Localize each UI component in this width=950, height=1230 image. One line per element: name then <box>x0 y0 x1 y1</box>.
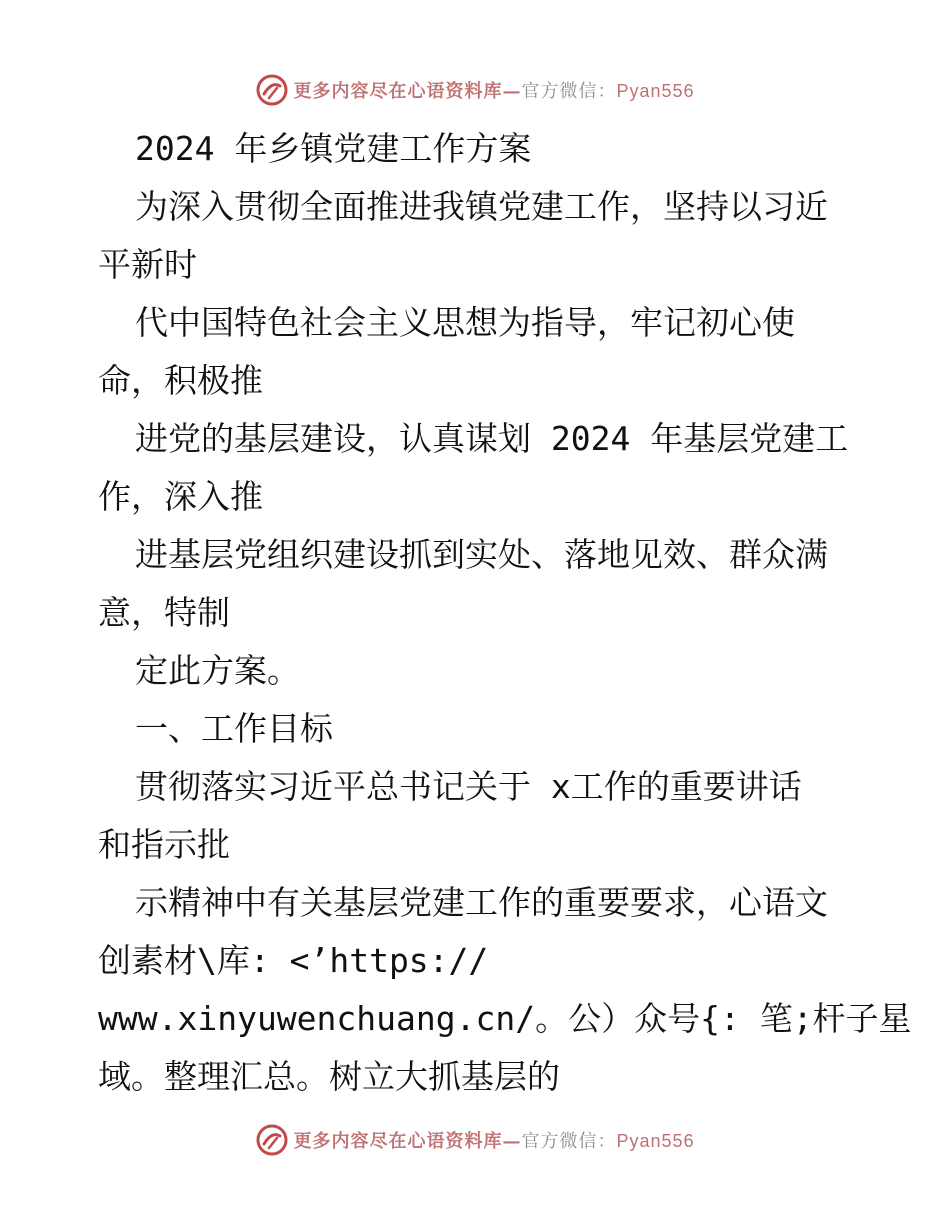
banner-wechat-id: Pyan556 <box>616 1131 695 1151</box>
document-body <box>98 120 912 1106</box>
red-seal-logo-icon <box>255 73 289 107</box>
banner-brand-text: 更多内容尽在心语资料库 <box>293 81 503 102</box>
banner-dash: — <box>502 1131 522 1152</box>
doc-line: 创素材\库: <’https:// <box>98 941 489 980</box>
header-banner[interactable] <box>0 70 950 110</box>
doc-title: 2024 年乡镇党建工作方案 <box>135 129 532 168</box>
doc-line: 意，特制 <box>98 593 230 632</box>
doc-line: 域。整理汇总。树立大抓基层的 <box>98 1057 560 1096</box>
footer-banner[interactable] <box>0 1120 950 1160</box>
doc-line: 为深入贯彻全面推进我镇党建工作，坚持以习近 <box>135 187 828 226</box>
banner-dash: — <box>502 81 522 102</box>
doc-line: 定此方案。 <box>135 651 300 690</box>
doc-line: 进基层党组织建设抓到实处、落地见效、群众满 <box>135 535 828 574</box>
doc-line: 和指示批 <box>98 825 230 864</box>
banner-brand-text: 更多内容尽在心语资料库 <box>293 1131 503 1152</box>
doc-line: 平新时 <box>98 245 197 284</box>
doc-line: 示精神中有关基层党建工作的重要要求，心语文 <box>135 883 828 922</box>
doc-line: 贯彻落实习近平总书记关于 x工作的重要讲话 <box>135 767 802 806</box>
banner-wechat-label: 官方微信： <box>521 81 617 102</box>
banner-wechat-id: Pyan556 <box>616 81 695 101</box>
doc-line: www.xinyuwenchuang.cn/。公）众号{: 笔;杆子星 <box>98 999 912 1038</box>
doc-line: 代中国特色社会主义思想为指导，牢记初心使 <box>135 303 795 342</box>
doc-line: 进党的基层建设，认真谋划 2024 年基层党建工 <box>135 419 849 458</box>
doc-line: 作，深入推 <box>98 477 263 516</box>
doc-line: 命，积极推 <box>98 361 263 400</box>
banner-wechat-label: 官方微信： <box>521 1131 617 1152</box>
red-seal-logo-icon <box>255 1123 289 1157</box>
section-heading: 一、工作目标 <box>135 709 333 748</box>
